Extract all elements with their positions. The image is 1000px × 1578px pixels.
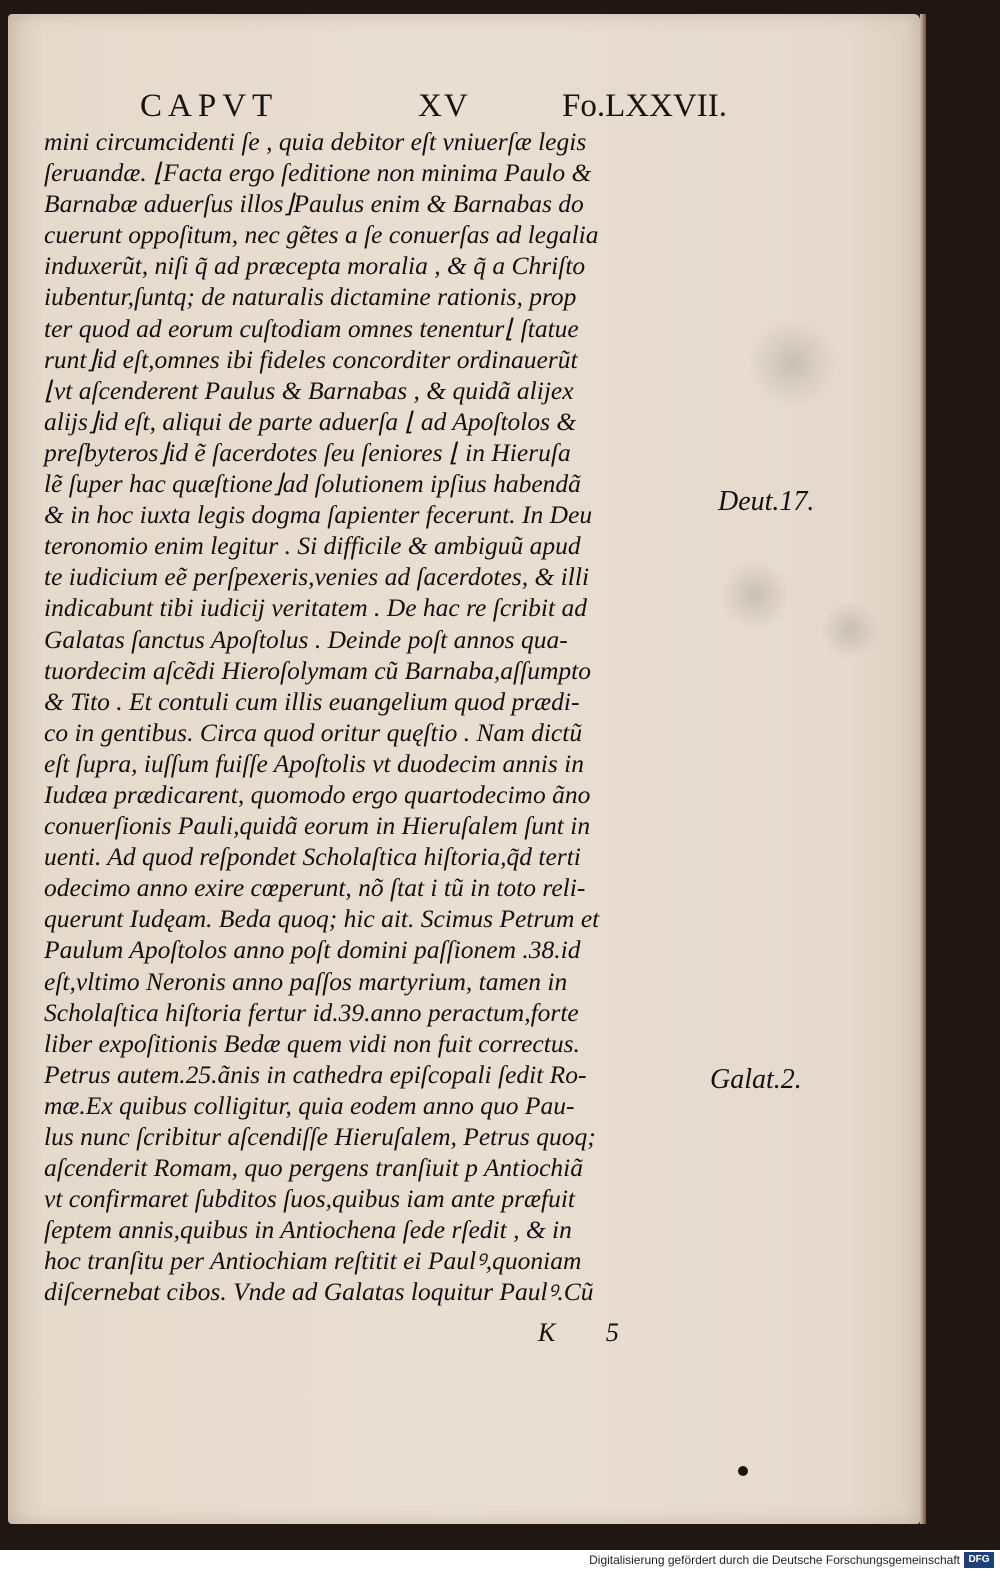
text-line: alijs⌋id eſt, aliqui de parte aduerſa ⌊ ad Apoſtolos & bbox=[44, 406, 577, 436]
text-line: ſeptem annis,quibus in Antiochena ſede rſedit , & in bbox=[44, 1215, 572, 1245]
page-edge bbox=[920, 14, 926, 1524]
text-line: indicabunt tibi iudicij veritatem . De hac re ſcribit ad bbox=[44, 593, 587, 623]
text-line: Galatas ſanctus Apoſtolus . Deinde poſt annos qua- bbox=[44, 624, 568, 654]
text-line: aſcenderit Romam, quo pergens tranſiuit p Antiochiã bbox=[44, 1153, 583, 1183]
text-line: tuordecim aſcẽdi Hieroſolymam cũ Barnaba,aſſumpto bbox=[44, 655, 591, 685]
text-line: ter quod ad eorum cuſtodiam omnes tenentur⌊ ſtatue bbox=[44, 313, 579, 343]
text-line: Barnabæ aduerſus illos⌋Paulus enim & Barnabas do bbox=[44, 189, 584, 219]
dfg-logo: DFG bbox=[964, 1552, 994, 1568]
text-line: odecimo anno exire cœperunt, nõ ſtat i tũ in toto reli- bbox=[44, 873, 586, 903]
running-head bbox=[0, 88, 1000, 128]
text-line: hoc tranſitu per Antiochiam reſtitit ei Paulꝰ,quoniam bbox=[44, 1246, 582, 1276]
text-line: preſbyteros⌋id ẽ ſacerdotes ſeu ſeniores ⌊ in Hieruſa bbox=[44, 437, 571, 467]
text-line: Paulum Apoſtolos anno poſt domini paſſionem .38.id bbox=[44, 935, 581, 965]
text-line: ſeruandæ. ⌊Facta ergo ſeditione non minima Paulo & bbox=[44, 158, 592, 188]
footer-credit: Digitalisierung gefördert durch die Deutsche Forschungsgemeinschaft bbox=[589, 1553, 960, 1567]
paper-stain bbox=[820, 600, 880, 660]
text-line: Petrus autem.25.ãnis in cathedra epiſcopali ſedit Ro- bbox=[44, 1059, 587, 1089]
chapter-label: CAPVT bbox=[140, 88, 279, 124]
text-line: te iudicium eẽ perſpexeris,venies ad ſacerdotes, & illi bbox=[44, 562, 590, 592]
text-line: co in gentibus. Circa quod oritur quęſtio . Nam dictũ bbox=[44, 717, 583, 747]
text-line: & Tito . Et contuli cum illis euangelium quod prædi- bbox=[44, 686, 580, 716]
text-line: cuerunt oppoſitum, nec gẽtes a ſe conuerſas ad legalia bbox=[44, 220, 599, 250]
margin-note-galat: Galat.2. bbox=[710, 1064, 802, 1095]
text-line: Scholaſtica hiſtoria fertur id.39.anno peractum,forte bbox=[44, 997, 579, 1027]
text-line: eſt,vltimo Neronis anno paſſos martyrium, tamen in bbox=[44, 966, 568, 996]
text-line: runt⌋id eſt,omnes ibi fideles concorditer ordinauerũt bbox=[44, 344, 578, 374]
margin-note-deut: Deut.17. bbox=[718, 486, 815, 517]
signature-mark: K 5 bbox=[538, 1318, 641, 1347]
text-line: uenti. Ad quod reſpondet Scholaſtica hiſtoria,q̃d terti bbox=[44, 842, 581, 872]
folio-number: Fo.LXXVII. bbox=[562, 88, 727, 124]
chapter-number: XV bbox=[418, 88, 470, 124]
paper-stain bbox=[720, 560, 790, 630]
text-line: diſcernebat cibos. Vnde ad Galatas loquitur Paulꝰ.Cũ bbox=[44, 1277, 594, 1307]
body-text bbox=[44, 126, 714, 1308]
text-line: lus nunc ſcribitur aſcendiſſe Hieruſalem, Petrus quoq; bbox=[44, 1122, 596, 1151]
text-line: ⌊vt aſcenderent Paulus & Barnabas , & quidã alijex bbox=[44, 375, 574, 405]
text-line: eſt ſupra, iuſſum fuiſſe Apoſtolis vt duodecim annis in bbox=[44, 748, 584, 778]
paper-stain bbox=[748, 318, 838, 408]
text-line: teronomio enim legitur . Si difficile & ambiguũ apud bbox=[44, 531, 581, 561]
text-line: conuerſionis Pauli,quidã eorum in Hieruſalem ſunt in bbox=[44, 811, 591, 841]
text-line: mini circumcidenti ſe , quia debitor eſt vniuerſæ legis bbox=[44, 127, 587, 156]
text-line: mæ.Ex quibus colligitur, quia eodem anno quo Pau- bbox=[44, 1090, 575, 1120]
text-line: vt confirmaret ſubditos ſuos,quibus iam ante præfuit bbox=[44, 1184, 576, 1214]
text-line: iubentur,ſuntq; de naturalis dictamine rationis, prop bbox=[44, 282, 577, 312]
text-line: Iudæa prædicarent, quomodo ergo quartodecimo ãno bbox=[44, 779, 591, 809]
text-line: & in hoc iuxta legis dogma ſapienter fecerunt. In Deu bbox=[44, 500, 593, 530]
text-line: querunt Iudęam. Beda quoq; hic ait. Scimus Petrum et bbox=[44, 904, 600, 934]
text-line: liber expoſitionis Bedæ quem vidi non fuit correctus. bbox=[44, 1028, 580, 1058]
ink-dot bbox=[738, 1466, 748, 1476]
text-line: lẽ ſuper hac quæſtione⌋ad ſolutionem ipſius habendã bbox=[44, 469, 581, 499]
text-line: induxerũt, niſi q̃ ad præcepta moralia , & q̃ a Chriſto bbox=[44, 251, 586, 281]
